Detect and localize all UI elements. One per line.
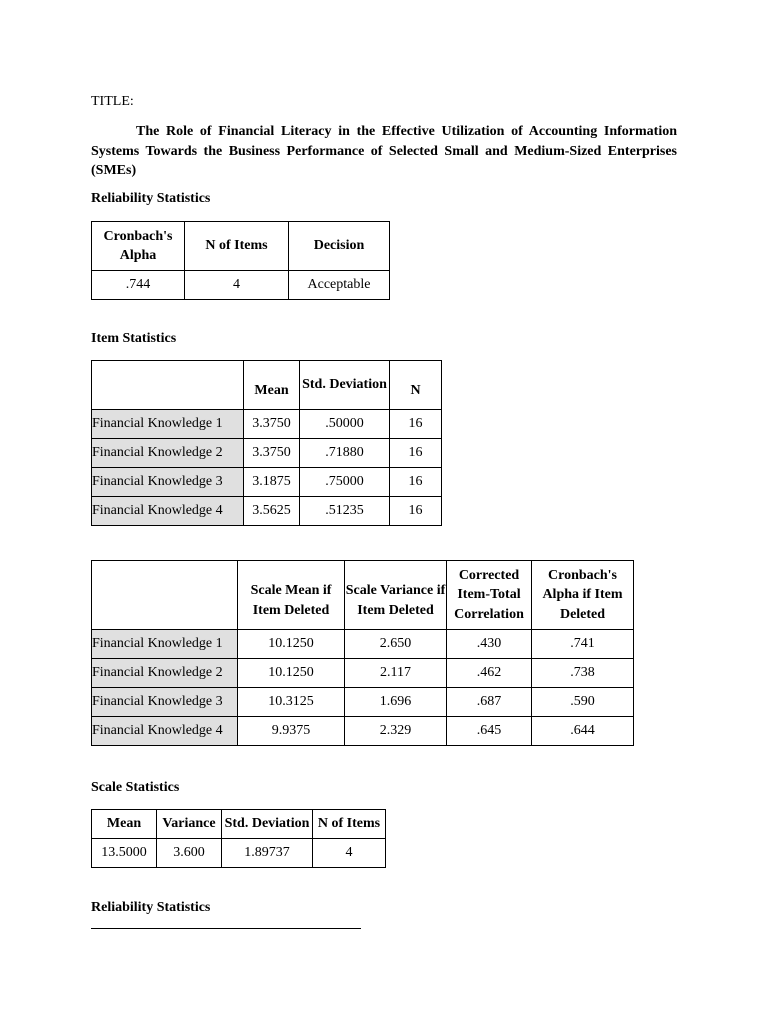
cell-n: 16 — [390, 439, 442, 468]
header-alpha-if-deleted: Cronbach's Alpha if Item Deleted — [532, 561, 634, 630]
cell-mean: 3.5625 — [244, 497, 300, 526]
cell-std-dev: .71880 — [300, 439, 390, 468]
cell-n-items: 4 — [185, 271, 289, 300]
table-row — [92, 630, 634, 659]
item-total-statistics-table — [91, 560, 634, 746]
cell-alpha: .744 — [92, 271, 185, 300]
scale-statistics-heading: Scale Statistics — [91, 780, 180, 795]
cell-mean: 3.1875 — [244, 468, 300, 497]
cell-scale-variance: 1.696 — [345, 688, 447, 717]
cell-alpha-deleted: .644 — [532, 717, 634, 746]
cell-mean: 3.3750 — [244, 439, 300, 468]
header-n-of-items: N of Items — [313, 810, 386, 839]
cell-correlation: .687 — [447, 688, 532, 717]
item-statistics-heading: Item Statistics — [91, 331, 177, 346]
row-label: Financial Knowledge 2 — [92, 659, 238, 688]
cell-std-dev: .50000 — [300, 410, 390, 439]
header-std-deviation: Std. Deviation — [222, 810, 313, 839]
item-statistics-table — [91, 360, 442, 526]
header-scale-mean: Scale Mean if Item Deleted — [238, 561, 345, 630]
table-row — [92, 468, 442, 497]
table-row — [92, 659, 634, 688]
row-label: Financial Knowledge 3 — [92, 688, 238, 717]
cell-std-dev: .51235 — [300, 497, 390, 526]
header-blank — [92, 361, 244, 410]
cell-scale-variance: 2.117 — [345, 659, 447, 688]
cell-scale-mean: 10.1250 — [238, 630, 345, 659]
header-cronbach-alpha: Cronbach's Alpha — [92, 222, 185, 271]
header-n-of-items: N of Items — [185, 222, 289, 271]
cell-correlation: .430 — [447, 630, 532, 659]
cell-scale-mean: 9.9375 — [238, 717, 345, 746]
table-row — [92, 497, 442, 526]
cell-mean: 3.3750 — [244, 410, 300, 439]
header-decision: Decision — [289, 222, 390, 271]
cell-correlation: .462 — [447, 659, 532, 688]
cell-variance: 3.600 — [157, 839, 222, 868]
reliability-heading: Reliability Statistics — [91, 191, 211, 206]
cell-scale-variance: 2.650 — [345, 630, 447, 659]
cell-n: 16 — [390, 497, 442, 526]
cell-std-deviation: 1.89737 — [222, 839, 313, 868]
title-label: TITLE: — [91, 94, 134, 109]
reliability-table — [91, 221, 390, 300]
row-label: Financial Knowledge 1 — [92, 410, 244, 439]
reliability-heading-2: Reliability Statistics — [91, 900, 211, 915]
cell-scale-mean: 10.1250 — [238, 659, 345, 688]
cell-n-items: 4 — [313, 839, 386, 868]
cell-scale-variance: 2.329 — [345, 717, 447, 746]
cell-decision: Acceptable — [289, 271, 390, 300]
row-label: Financial Knowledge 4 — [92, 717, 238, 746]
cell-alpha-deleted: .738 — [532, 659, 634, 688]
table-row — [92, 439, 442, 468]
header-mean: Mean — [92, 810, 157, 839]
header-corrected-item-total: Corrected Item-Total Correlation — [447, 561, 532, 630]
cell-std-dev: .75000 — [300, 468, 390, 497]
cell-correlation: .645 — [447, 717, 532, 746]
cell-alpha-deleted: .590 — [532, 688, 634, 717]
row-label: Financial Knowledge 4 — [92, 497, 244, 526]
table-row — [92, 688, 634, 717]
row-label: Financial Knowledge 3 — [92, 468, 244, 497]
header-scale-variance: Scale Variance if Item Deleted — [345, 561, 447, 630]
scale-statistics-table — [91, 809, 386, 868]
table-row — [92, 410, 442, 439]
document-title: The Role of Financial Literacy in the Effective Utilization of Accounting Information Systems Towards the Business Performance of Selected Small and Medium-Sized Enterprises (SMEs) — [91, 124, 677, 178]
header-mean: Mean — [244, 361, 300, 410]
row-label: Financial Knowledge 1 — [92, 630, 238, 659]
cell-alpha-deleted: .741 — [532, 630, 634, 659]
header-n: N — [390, 361, 442, 410]
cell-n: 16 — [390, 410, 442, 439]
cell-n: 16 — [390, 468, 442, 497]
header-std-deviation: Std. Deviation — [300, 361, 390, 410]
cell-scale-mean: 10.3125 — [238, 688, 345, 717]
header-blank — [92, 561, 238, 630]
header-variance: Variance — [157, 810, 222, 839]
row-label: Financial Knowledge 2 — [92, 439, 244, 468]
table-row — [92, 717, 634, 746]
divider-line — [91, 928, 361, 929]
cell-mean: 13.5000 — [92, 839, 157, 868]
